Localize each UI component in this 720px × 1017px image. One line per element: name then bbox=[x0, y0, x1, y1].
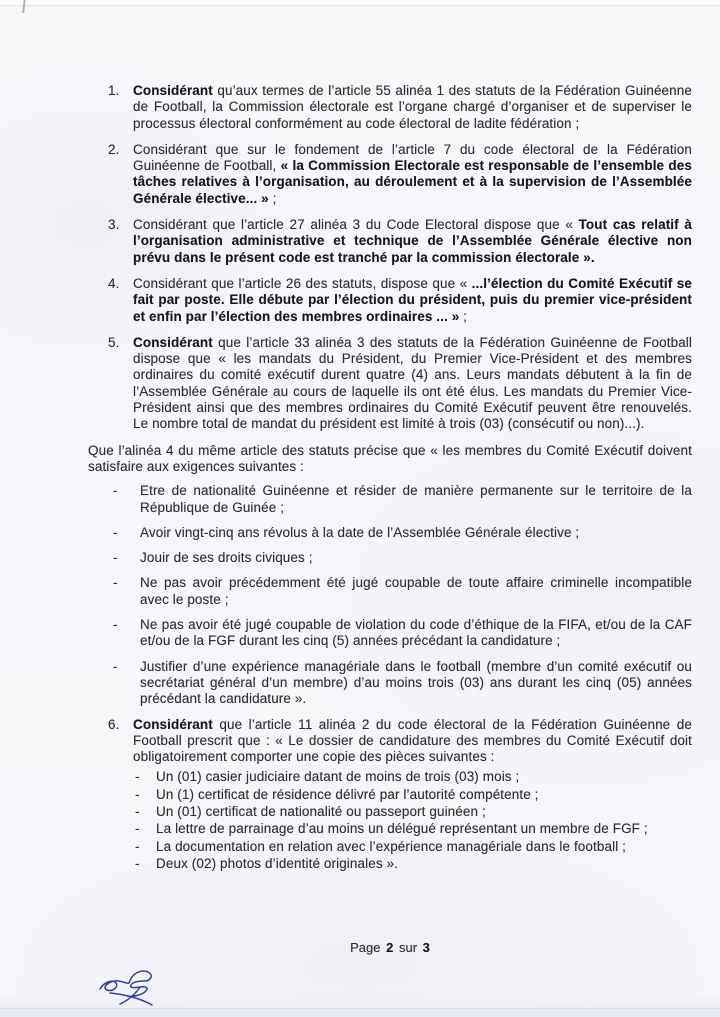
piece-casier-judiciaire bbox=[88, 769, 692, 785]
footer-page-label: Page bbox=[350, 940, 381, 955]
exigence-nationalite-text: Etre de nationalité Guinéenne et résider de manière permanente sur le territoire de la République de Guinée ; bbox=[140, 483, 692, 515]
exigence-droits-civiques-text: Jouir de ses droits civiques ; bbox=[140, 550, 313, 566]
scan-corner-mark bbox=[22, 0, 26, 13]
signature-scribble bbox=[96, 960, 176, 1010]
considerant-3 bbox=[88, 217, 692, 266]
footer-total-pages: 3 bbox=[422, 940, 430, 955]
piece-certificat-nationalite bbox=[88, 804, 692, 820]
exigence-ethique bbox=[88, 617, 692, 650]
piece-casier-judiciaire-text: Un (01) casier judiciaire datant de moins de trois (03) mois ; bbox=[156, 769, 520, 785]
dash-bullet: - bbox=[135, 821, 140, 837]
dash-bullet: - bbox=[135, 838, 140, 854]
exigence-casier-text: Ne pas avoir précédemment été jugé coupable de toute affaire criminelle incompatible avec le poste ; bbox=[140, 575, 692, 607]
alinea-4-paragraph-text: Que l’alinéa 4 du même article des statuts précise que « les membres du Comité Exécutif doivent satisfaire aux exigences suivantes : bbox=[88, 442, 692, 474]
considerant-6 bbox=[88, 717, 692, 766]
considerant-2-text: Considérant que sur le fondement de l’article 7 du code électoral de la Fédération Guinéenne de Football, « la Commission Electorale est responsable de l’ensemble des tâches relatives à l’organisation, au déroulement et à la supervision de l’Assemblée Générale élective... » ; bbox=[133, 141, 692, 206]
piece-photos bbox=[88, 856, 692, 872]
alinea-4-paragraph bbox=[88, 443, 692, 476]
dash-bullet: - bbox=[135, 769, 140, 785]
dash-bullet: - bbox=[113, 483, 118, 499]
considerant-4 bbox=[88, 276, 692, 325]
piece-lettre-parrainage-text: La lettre de parrainage d’au moins un délégué représentant un membre de FGF ; bbox=[156, 821, 648, 837]
item-number: 2. bbox=[108, 141, 120, 157]
item-number: 6. bbox=[108, 716, 120, 732]
considerant-5-text: Considérant que l’article 33 alinéa 3 des statuts de la Fédération Guinéenne de Football dispose que « les mandats du Président, du Premier Vice-Président et des membres ordinaires du comité exécutif durent quatre (4) ans. Leurs mandats débutent à la fin de l’Assemblée Générale au cours de laquelle ils ont été élus. Les mandats du Premier Vice-Président ainsi que des membres ordinaires du Comité Exécutif peuvent être renouvelés. Le nombre total de mandat du président est limité à trois (03) (consécutif ou non)...). bbox=[133, 334, 692, 432]
piece-certificat-residence-text: Un (1) certificat de résidence délivré par l’autorité compétente ; bbox=[156, 786, 539, 802]
dash-bullet: - bbox=[113, 524, 118, 540]
considerant-6-text: Considérant que l’article 11 alinéa 2 du code électoral de la Fédération Guinéenne de Football prescrit que : « Le dossier de candidature des membres du Comité Exécutif doit obligatoirement comporter une copie des pièces suivantes : bbox=[133, 716, 692, 765]
exigence-age-text: Avoir vingt-cinq ans révolus à la date de l’Assemblée Générale élective ; bbox=[140, 524, 580, 540]
considerant-5 bbox=[88, 335, 692, 433]
footer-separator: sur bbox=[398, 940, 418, 955]
piece-documentation-text: La documentation en relation avec l’expérience managériale dans le football ; bbox=[156, 838, 626, 854]
footer-page-number: 2 bbox=[386, 940, 394, 955]
considerant-1 bbox=[88, 83, 692, 132]
piece-certificat-residence bbox=[88, 787, 692, 803]
exigence-casier bbox=[88, 575, 692, 608]
considerant-3-text: Considérant que l’article 27 alinéa 3 du Code Electoral dispose que « Tout cas relatif à l’organisation administrative et technique de l’Assemblée Générale élective non prévu dans le présent code est tranché par la commission électorale ». bbox=[133, 217, 692, 265]
piece-photos-text: Deux (02) photos d’identité originales ». bbox=[156, 855, 398, 871]
dash-bullet: - bbox=[113, 617, 118, 633]
item-number: 3. bbox=[108, 217, 120, 233]
item-number: 4. bbox=[108, 275, 120, 291]
considerant-2 bbox=[88, 142, 692, 207]
item-number: 1. bbox=[108, 83, 120, 98]
dash-bullet: - bbox=[135, 786, 140, 802]
scan-top-edge bbox=[0, 0, 720, 6]
piece-certificat-nationalite-text: Un (01) certificat de nationalité ou passeport guinéen ; bbox=[156, 803, 486, 819]
document-content bbox=[88, 83, 692, 873]
dash-bullet: - bbox=[113, 575, 118, 591]
considerant-1-text: Considérant qu’aux termes de l’article 55 alinéa 1 des statuts de la Fédération Guinéenne de Football, la Commission électorale est l’organe chargé d’organiser et de superviser le processus électoral conformément au code électoral de ladite fédération ; bbox=[133, 83, 692, 131]
page-footer bbox=[88, 940, 692, 955]
piece-lettre-parrainage bbox=[88, 821, 692, 837]
exigence-experience-text: Justifier d’une expérience managériale dans le football (membre d’un comité exécutif ou secrétariat général d’un membre) d’au moins trois (03) ans durant les cinq (05) années précédant la candidature ». bbox=[140, 658, 692, 707]
exigence-ethique-text: Ne pas avoir été jugé coupable de violation du code d’éthique de la FIFA, et/ou de la CAF et/ou de la FGF durant les cinq (5) années précédant la candidature ; bbox=[140, 617, 692, 649]
exigence-age bbox=[88, 525, 692, 541]
piece-documentation bbox=[88, 839, 692, 855]
dash-bullet: - bbox=[113, 658, 118, 674]
exigence-nationalite bbox=[88, 483, 692, 516]
item-number: 5. bbox=[108, 334, 120, 350]
dash-bullet: - bbox=[135, 855, 140, 871]
exigence-droits-civiques bbox=[88, 550, 692, 566]
dash-bullet: - bbox=[113, 550, 118, 566]
exigence-experience bbox=[88, 659, 692, 708]
considerant-4-text: Considérant que l’article 26 des statuts, dispose que « ...l’élection du Comité Exécutif se fait par poste. Elle débute par l’élection du président, puis du premier vice-président et enfin par l’élection des membres ordinaires ... » ; bbox=[133, 275, 692, 324]
dash-bullet: - bbox=[135, 803, 140, 819]
